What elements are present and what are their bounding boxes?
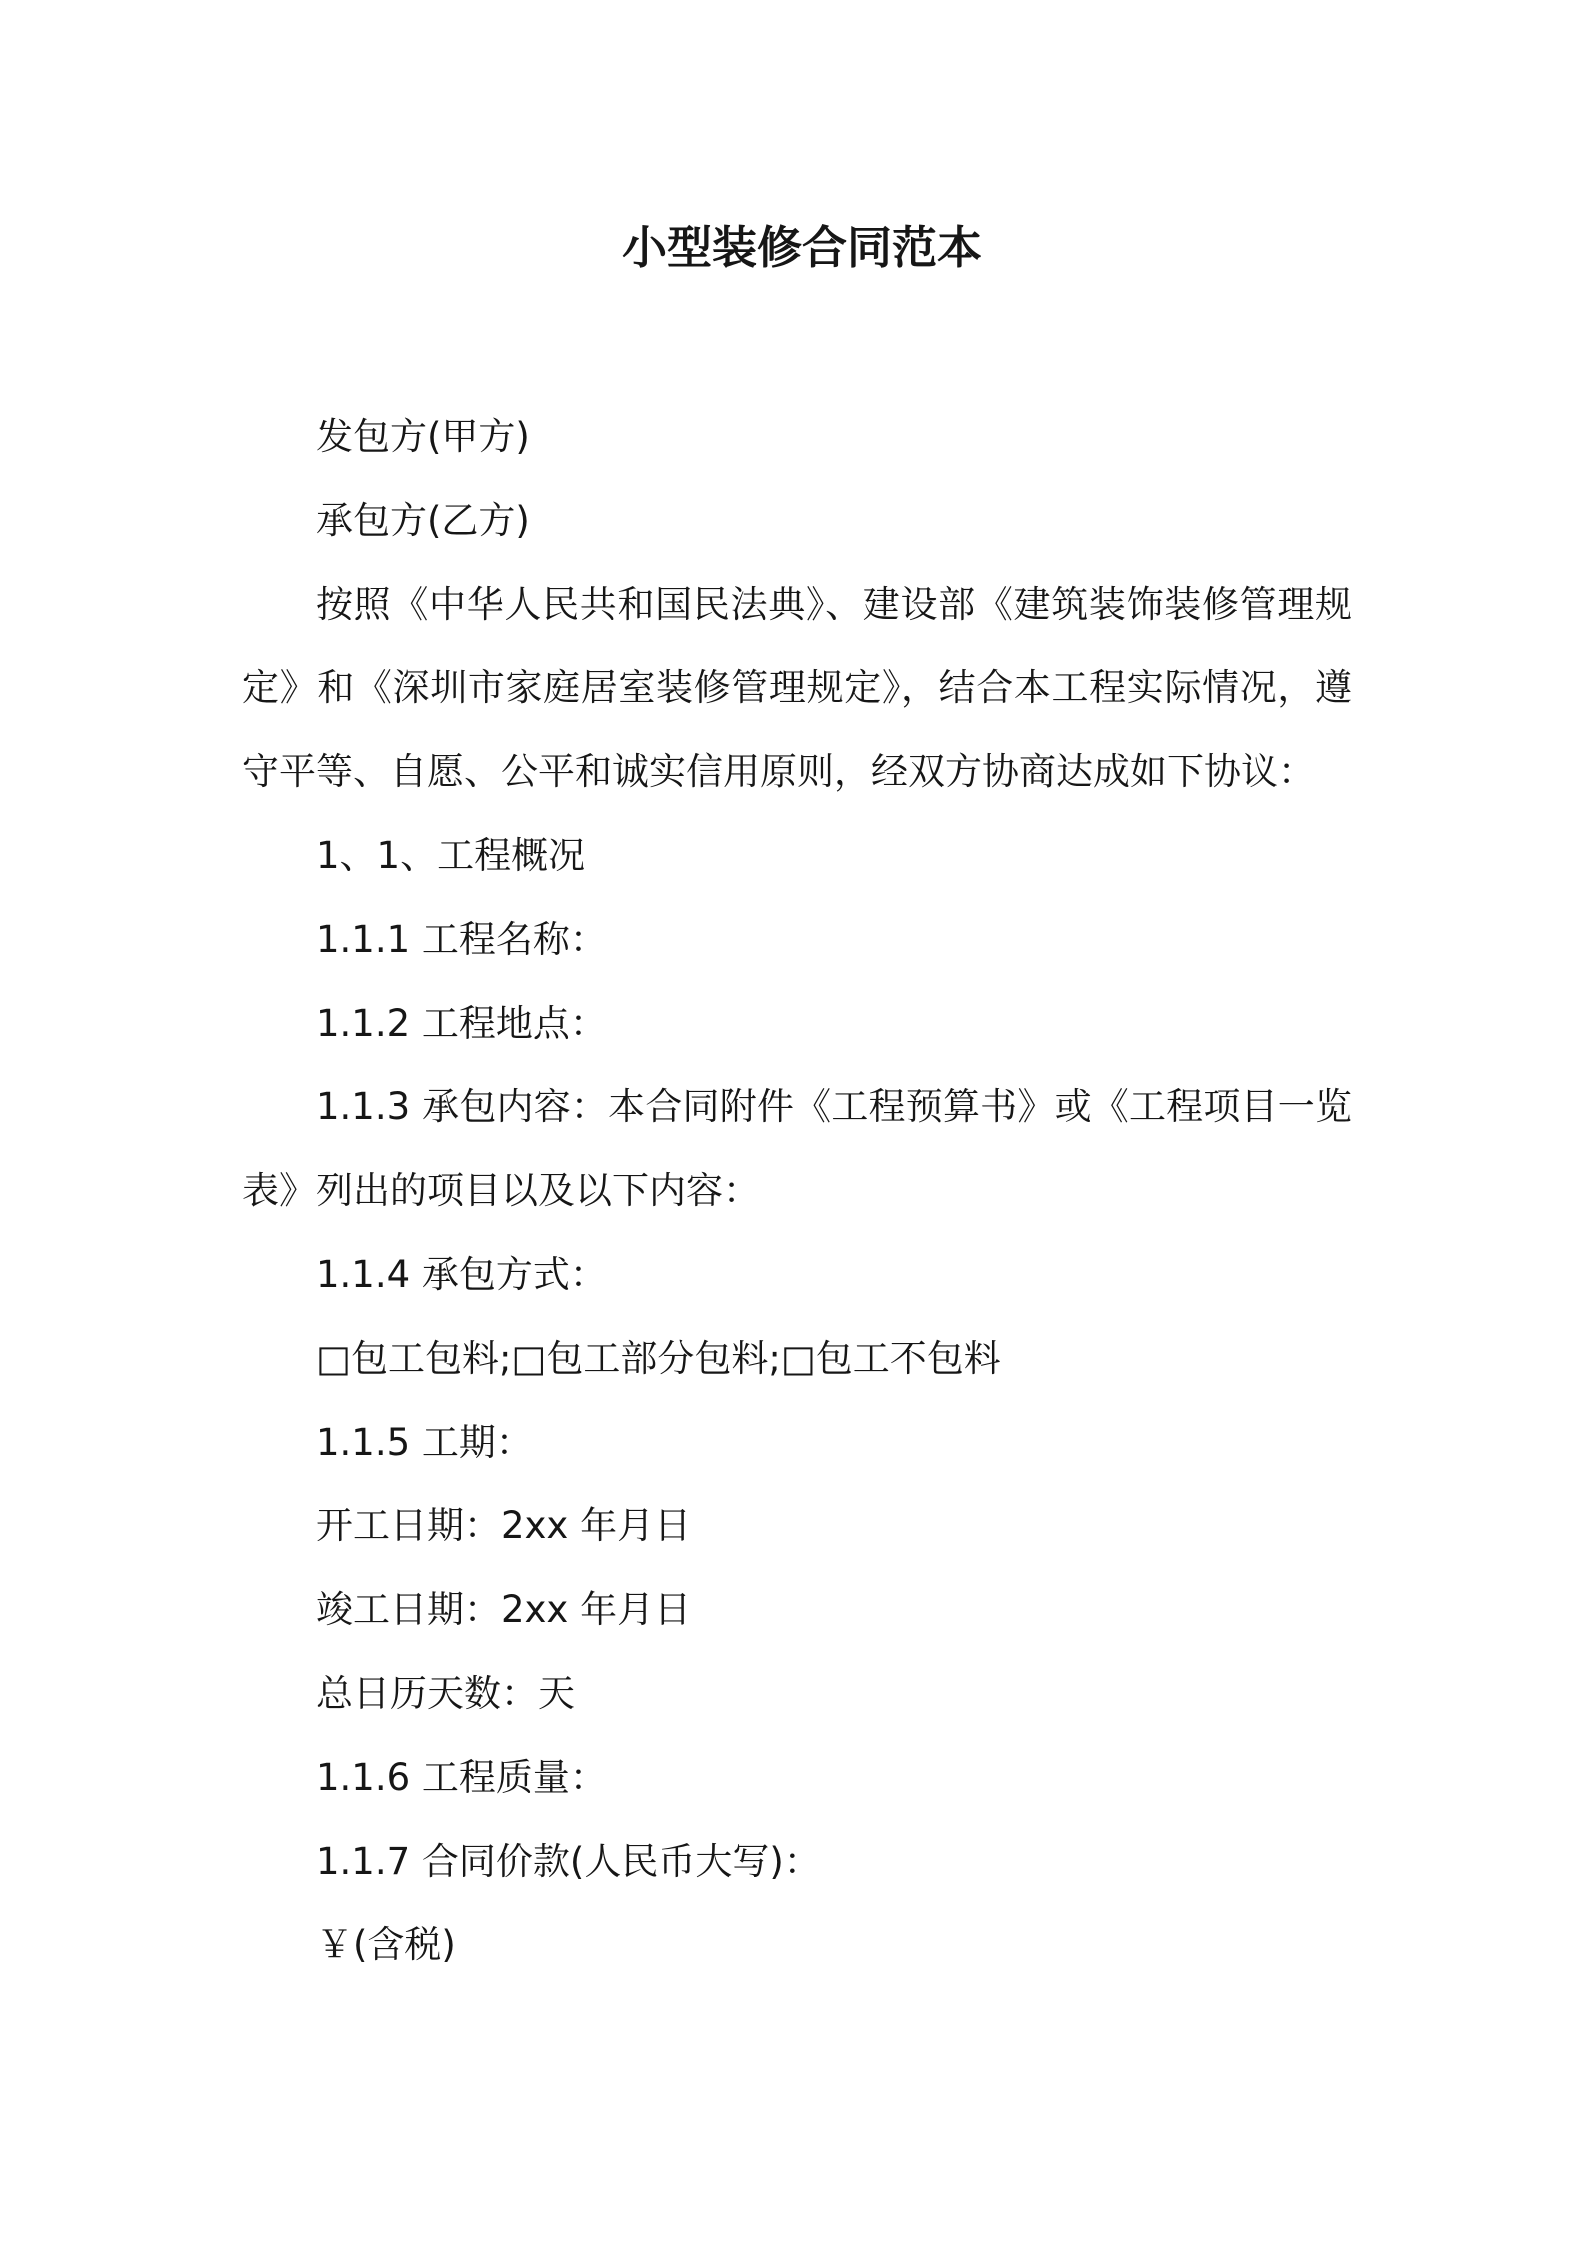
scope-clause-line-1: 1.1.3 承包内容：本合同附件《工程预算书》或《工程项目一览	[316, 1085, 1352, 1129]
project-location-clause: 1.1.2 工程地点：	[316, 1001, 607, 1045]
scope-clause-line-2: 表》列出的项目以及以下内容：	[242, 1169, 760, 1213]
section-heading: 1、1、工程概况	[316, 833, 586, 877]
preamble-line-3: 守平等、自愿、公平和诚实信用原则，经双方协商达成如下协议：	[242, 750, 1315, 794]
preamble-line-1: 按照《中华人民共和国民法典》、建设部《建筑装饰装修管理规	[316, 582, 1352, 626]
completion-date-line: 竣工日期：2xx 年月日	[316, 1588, 692, 1632]
document-title: 小型装修合同范本	[621, 221, 982, 274]
price-amount-line: ￥(含税)	[316, 1923, 456, 1967]
total-days-line: 总日历天数：天	[316, 1671, 575, 1715]
contract-mode-options: □包工包料;□包工部分包料;□包工不包料	[316, 1336, 1001, 1380]
price-clause: 1.1.7 合同价款(人民币大写)：	[316, 1839, 821, 1883]
project-name-clause: 1.1.1 工程名称：	[316, 917, 607, 961]
duration-clause: 1.1.5 工期：	[316, 1420, 533, 1464]
party-b-line: 承包方(乙方)	[316, 498, 530, 542]
preamble-line-2: 定》和《深圳市家庭居室装修管理规定》，结合本工程实际情况，遵	[242, 666, 1352, 710]
party-a-line: 发包方(甲方)	[316, 415, 530, 458]
contract-mode-clause: 1.1.4 承包方式：	[316, 1252, 607, 1296]
quality-clause: 1.1.6 工程质量：	[316, 1755, 607, 1799]
start-date-line: 开工日期：2xx 年月日	[316, 1504, 692, 1548]
document-body	[242, 395, 1352, 1987]
